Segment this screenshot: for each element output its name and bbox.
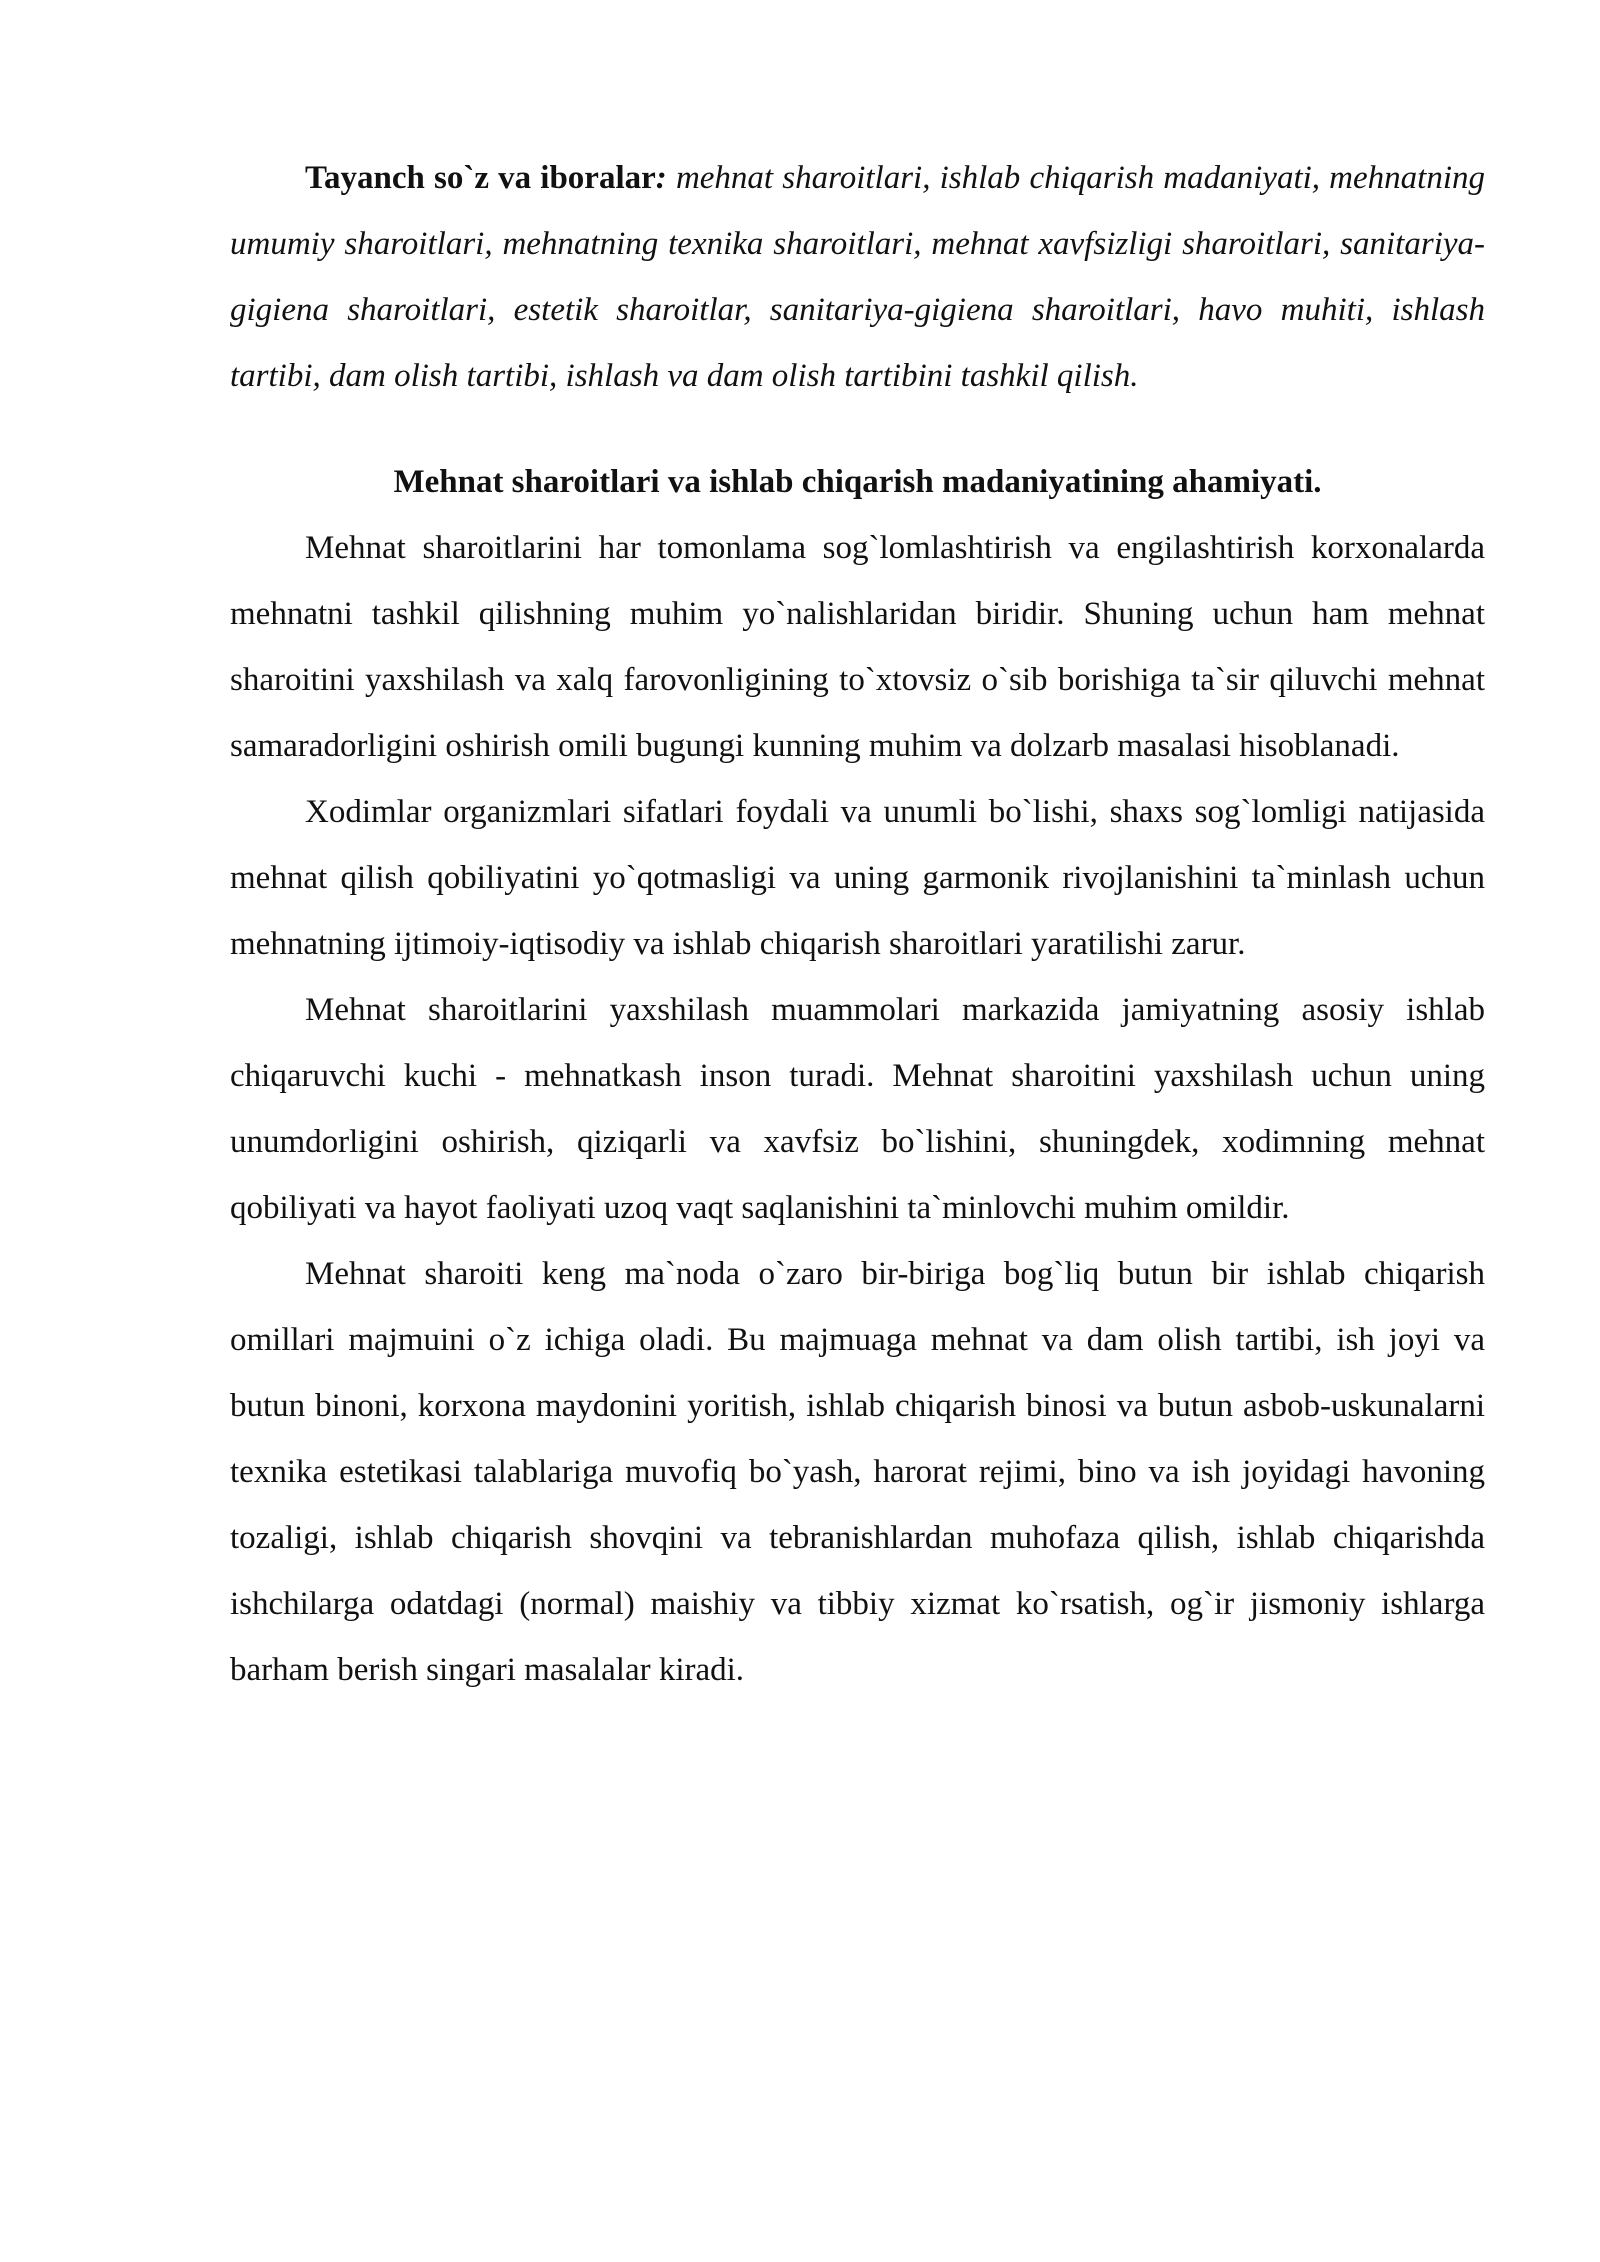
keywords-terms: mehnat sharoitlari, ishlab chiqarish madaniyati, mehnatning umumiy sharoitlari, mehnatning texnika sharoitlari, mehnat xavfsizligi sharoitlari, sanitariya- gigiena sharoitlari, estetik sharoitlar, sanitariya-gigiena sharoitlari, havo muhiti, ishlash tartibi, dam olish tartibi, ishlash va dam olish tartibini tashkil qilish. bbox=[230, 160, 1485, 394]
keywords-colon: : bbox=[655, 160, 667, 196]
body-paragraph: Xodimlar organizmlari sifatlari foydali va unumli bo`lishi, shaxs sog`lomligi natijasida mehnat qilish qobiliyatini yo`qotmasligi va uning garmonik rivojlanishini ta`minlash uchun mehnatning ijtimoiy-iqtisodiy va ishlab chiqarish sharoitlari yaratilishi zarur. bbox=[230, 794, 1485, 962]
body-paragraph: Mehnat sharoitlarini yaxshilash muammolari markazida jamiyatning asosiy ishlab chiqaruvchi kuchi - mehnatkash inson turadi. Mehnat sharoitini yaxshilash uchun uning unumdorligini oshirish, qiziqarli va xavfsiz bo`lishini, shuningdek, xodimning mehnat qobiliyati va hayot faoliyati uzoq vaqt saqlanishini ta`minlovchi muhim omildir. bbox=[230, 992, 1485, 1226]
body-paragraph: Mehnat sharoitlarini har tomonlama sog`lomlashtirish va engilashtirish korxonalarda mehnatni tashkil qilishning muhim yo`nalishlaridan biridir. Shuning uchun ham mehnat sharoitini yaxshilash va xalq farovonligining to`xtovsiz o`sib borishiga ta`sir qiluvchi mehnat samaradorligini oshirish omili bugungi kunning muhim va dolzarb masalasi hisoblanadi. bbox=[230, 530, 1485, 764]
keywords-label: Tayanch so`z va iboralar bbox=[305, 160, 656, 196]
body-paragraph: Mehnat sharoiti keng ma`noda o`zaro bir-biriga bog`liq butun bir ishlab chiqarish omillari majmuini o`z ichiga oladi. Bu majmuaga mehnat va dam olish tartibi, ish joyi va butun binoni, korxona maydonini yoritish, ishlab chiqarish binosi va butun asbob-uskunalarni texnika estetikasi talablariga muvofiq bo`yash, harorat rejimi, bino va ish joyidagi havoning tozaligi, ishlab chiqarish shovqini va tebranishlardan muhofaza qilish, ishlab chiqarishda ishchilarga odatdagi (normal) maishiy va tibbiy xizmat ko`rsatish, og`ir jismoniy ishlarga barham berish singari masalalar kiradi. bbox=[230, 1256, 1485, 1688]
keywords-paragraph bbox=[230, 145, 1485, 409]
section-title: Mehnat sharoitlari va ishlab chiqarish madaniyatining ahamiyati. bbox=[393, 464, 1322, 500]
